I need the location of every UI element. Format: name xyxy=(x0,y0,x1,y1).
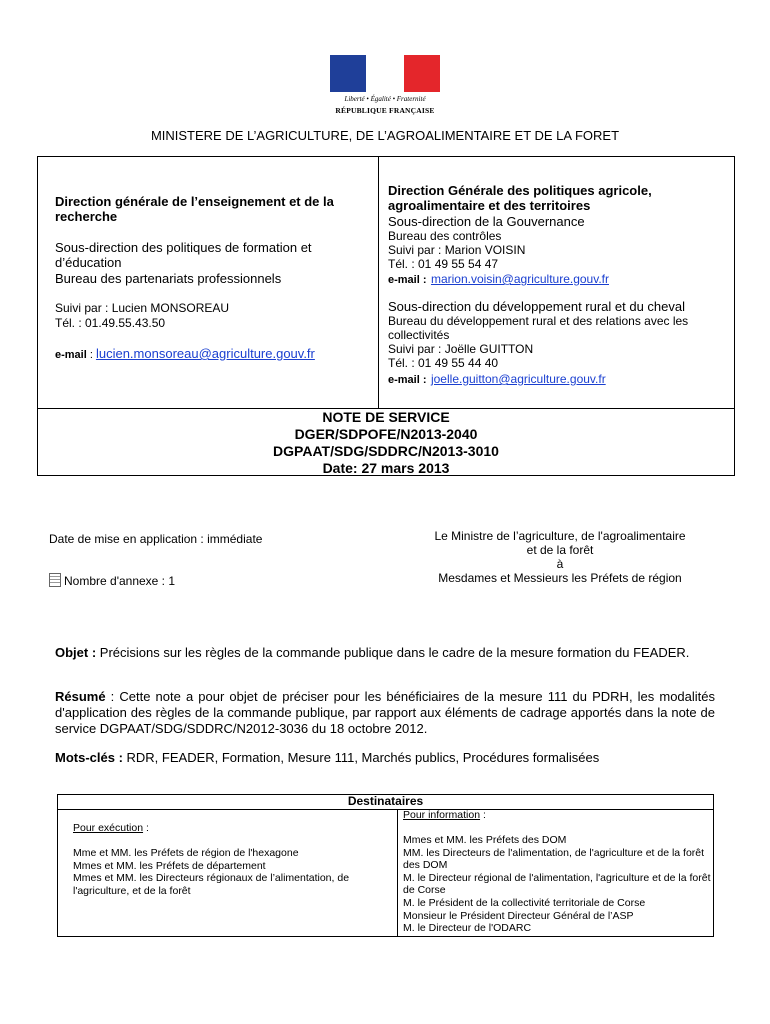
from-line-2: et de la forêt xyxy=(526,543,594,557)
resume-label: Résumé xyxy=(55,689,106,704)
left-subdirection: Sous-direction des politiques de formation et d’éducation xyxy=(55,240,312,270)
recipient-block xyxy=(395,529,725,585)
objet-label: Objet : xyxy=(55,645,97,660)
list-item: M. le Président de la collectivité territoriale de Corse xyxy=(403,896,646,909)
logo-republic: RÉPUBLIQUE FRANÇAISE xyxy=(335,106,435,115)
left-email-line xyxy=(55,345,375,363)
list-item: Monsieur le Président Directeur Général de l’ASP xyxy=(403,909,634,922)
annexe-line xyxy=(49,573,175,588)
annexe-count: Nombre d'annexe : 1 xyxy=(64,574,176,588)
list-item: Mme et MM. les Préfets de région de l'hexagone xyxy=(73,847,299,859)
destinataires-column-divider xyxy=(397,809,398,937)
left-email-sep: : xyxy=(86,349,96,361)
right-email-line-2 xyxy=(388,370,728,388)
list-item: M. le Directeur régional de l'alimentation, l'agriculture et de la forêt de Corse xyxy=(403,871,711,897)
list-item: M. le Directeur de l'ODARC xyxy=(403,922,532,935)
resume-paragraph xyxy=(55,689,715,737)
a-line: à xyxy=(556,557,564,571)
left-direction: Direction générale de l’enseignement et de la recherche xyxy=(55,194,334,224)
execution-sep: : xyxy=(143,822,149,834)
mots-cles-paragraph xyxy=(55,750,715,766)
right-email-line-1 xyxy=(388,270,728,288)
right-direction: Direction Générale des politiques agricole, agroalimentaire et des territoires xyxy=(388,183,652,213)
information-sep: : xyxy=(480,809,486,821)
note-ref-dger: DGER/SDPOFE/N2013-2040 xyxy=(294,426,478,442)
objet-paragraph xyxy=(55,645,715,661)
objet-text: Précisions sur les règles de la commande publique dans le cadre de la mesure formation du FEADER. xyxy=(96,645,690,660)
right-tel-2: Tél. : 01 49 55 44 40 xyxy=(388,356,499,370)
list-item: Mmes et MM. les Préfets de département xyxy=(73,859,266,872)
destinataires-header-divider xyxy=(57,809,714,810)
destinataires-title: Destinataires xyxy=(347,794,424,808)
list-item: Mmes et MM. les Directeurs régionaux de l’alimentation, de l'agriculture, et de la forêt xyxy=(73,872,350,897)
right-email-link-2[interactable]: joelle.guitton@agriculture.gouv.fr xyxy=(430,372,606,386)
note-title: NOTE DE SERVICE xyxy=(322,409,450,425)
right-email-label-2: e-mail : xyxy=(388,374,427,386)
right-subdirection-1: Sous-direction de la Gouvernance xyxy=(388,214,585,229)
resume-text: : Cette note a pour objet de préciser pour les bénéficiaires de la mesure 111 du PDRH, les modalités d'application des règles de la commande publique, par rapport aux éléments de cadrage apportés dans la note de service DGPAAT/SDG/SDDRC/N2012-3036 du 18 octobre 2012. xyxy=(55,689,715,736)
information-label: Pour information xyxy=(403,809,481,821)
right-tel-1: Tél. : 01 49 55 54 47 xyxy=(388,257,499,271)
information-list xyxy=(403,834,711,935)
note-ref-dgpaat: DGPAAT/SDG/SDDRC/N2013-3010 xyxy=(273,443,499,459)
right-email-label-1: e-mail : xyxy=(388,274,427,286)
list-item: Mmes et MM. les Préfets des DOM xyxy=(403,834,567,846)
left-bureau: Bureau des partenariats professionnels xyxy=(55,271,282,286)
marianne-flag-icon xyxy=(330,55,440,92)
left-suivi: Suivi par : Lucien MONSOREAU xyxy=(55,301,230,315)
list-item: MM. les Directeurs de l'alimentation, de l'agriculture et de la forêt des DOM xyxy=(403,846,705,872)
mots-cles-label: Mots-clés : xyxy=(55,750,123,765)
right-suivi-1: Suivi par : Marion VOISIN xyxy=(388,243,526,257)
from-line-1: Le Ministre de l’agriculture, de l'agroalimentaire xyxy=(434,529,686,543)
right-email-link-1[interactable]: marion.voisin@agriculture.gouv.fr xyxy=(430,272,609,286)
right-subdirection-2: Sous-direction du développement rural et du cheval xyxy=(388,299,686,314)
republique-logo xyxy=(330,55,440,119)
left-email-label: e-mail xyxy=(55,349,87,361)
mots-cles-text: RDR, FEADER, Formation, Mesure 111, Marchés publics, Procédures formalisées xyxy=(122,750,600,765)
information-label-line xyxy=(403,809,486,822)
date-application: Date de mise en application : immédiate xyxy=(49,532,263,546)
execution-list xyxy=(73,847,388,897)
execution-label: Pour exécution xyxy=(73,822,144,834)
column-divider xyxy=(378,156,379,409)
note-date: Date: 27 mars 2013 xyxy=(322,460,450,476)
logo-motto: Liberté • Égalité • Fraternité xyxy=(344,95,426,103)
execution-label-line xyxy=(73,822,149,835)
ministry-title: MINISTERE DE L’AGRICULTURE, DE L’AGROALIMENTAIRE ET DE LA FORET xyxy=(150,128,620,143)
note-de-service-block xyxy=(37,409,735,477)
left-tel: Tél. : 01.49.55.43.50 xyxy=(55,316,166,330)
to-line: Mesdames et Messieurs les Préfets de région xyxy=(438,571,682,585)
document-icon xyxy=(49,573,61,587)
right-suivi-2: Suivi par : Joëlle GUITTON xyxy=(388,342,534,356)
left-email-link[interactable]: lucien.monsoreau@agriculture.gouv.fr xyxy=(95,346,315,361)
right-bureau-1: Bureau des contrôles xyxy=(388,229,502,243)
right-bureau-2: Bureau du développement rural et des relations avec les collectivités xyxy=(388,314,689,342)
